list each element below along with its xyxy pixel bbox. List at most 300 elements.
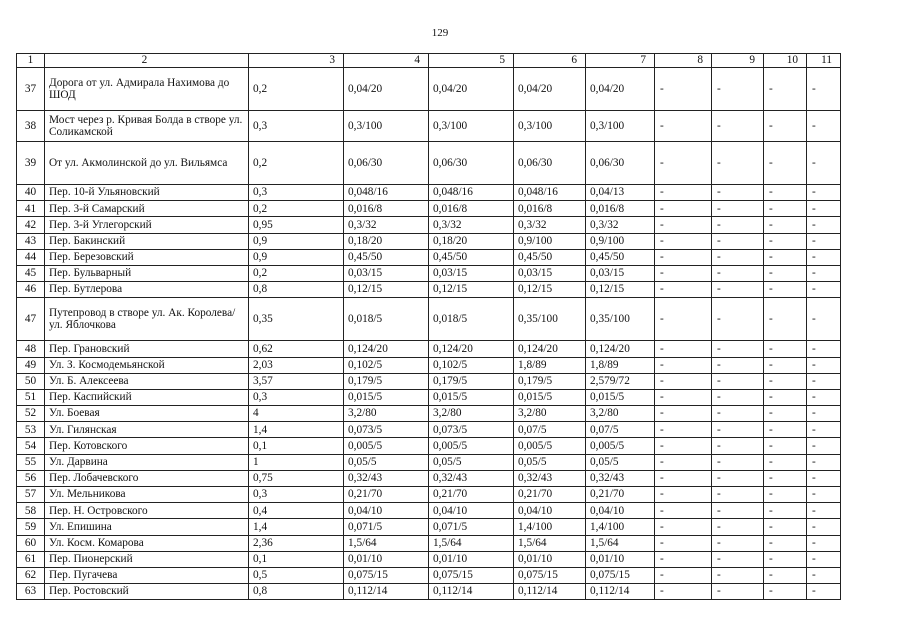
table-row bbox=[17, 282, 841, 298]
dash-cell: - bbox=[764, 373, 807, 389]
value-cell: 3,2/80 bbox=[514, 406, 586, 422]
value-cell: 0,07/5 bbox=[586, 422, 655, 438]
header-cell: 4 bbox=[344, 54, 429, 68]
road-table bbox=[16, 53, 841, 600]
value-cell: 0,124/20 bbox=[344, 341, 429, 357]
dash-cell: - bbox=[764, 567, 807, 583]
length-cell: 0,3 bbox=[249, 487, 344, 503]
dash-cell: - bbox=[807, 265, 841, 281]
road-name: Ул. Дарвина bbox=[45, 454, 249, 470]
length-cell: 0,75 bbox=[249, 470, 344, 486]
dash-cell: - bbox=[655, 217, 712, 233]
row-number: 41 bbox=[17, 201, 45, 217]
value-cell: 0,03/15 bbox=[514, 265, 586, 281]
value-cell: 0,016/8 bbox=[586, 201, 655, 217]
length-cell: 0,62 bbox=[249, 341, 344, 357]
length-cell: 0,3 bbox=[249, 111, 344, 142]
length-cell: 0,2 bbox=[249, 201, 344, 217]
header-cell: 9 bbox=[712, 54, 764, 68]
road-name: Ул. Мельникова bbox=[45, 487, 249, 503]
dash-cell: - bbox=[764, 406, 807, 422]
dash-cell: - bbox=[712, 438, 764, 454]
value-cell: 0,3/32 bbox=[514, 217, 586, 233]
dash-cell: - bbox=[764, 298, 807, 341]
row-number: 57 bbox=[17, 487, 45, 503]
value-cell: 0,04/13 bbox=[586, 185, 655, 201]
dash-cell: - bbox=[655, 454, 712, 470]
table-row bbox=[17, 217, 841, 233]
value-cell: 0,05/5 bbox=[344, 454, 429, 470]
dash-cell: - bbox=[807, 438, 841, 454]
length-cell: 1,4 bbox=[249, 519, 344, 535]
dash-cell: - bbox=[807, 373, 841, 389]
row-number: 40 bbox=[17, 185, 45, 201]
dash-cell: - bbox=[655, 373, 712, 389]
value-cell: 2,579/72 bbox=[586, 373, 655, 389]
value-cell: 0,073/5 bbox=[344, 422, 429, 438]
row-number: 55 bbox=[17, 454, 45, 470]
length-cell: 1,4 bbox=[249, 422, 344, 438]
value-cell: 0,21/70 bbox=[429, 487, 514, 503]
value-cell: 0,075/15 bbox=[429, 567, 514, 583]
value-cell: 0,3/100 bbox=[429, 111, 514, 142]
value-cell: 0,12/15 bbox=[344, 282, 429, 298]
value-cell: 0,3/32 bbox=[586, 217, 655, 233]
row-number: 52 bbox=[17, 406, 45, 422]
value-cell: 0,18/20 bbox=[429, 233, 514, 249]
dash-cell: - bbox=[655, 249, 712, 265]
header-cell: 6 bbox=[514, 54, 586, 68]
dash-cell: - bbox=[712, 584, 764, 600]
value-cell: 0,21/70 bbox=[514, 487, 586, 503]
value-cell: 1,5/64 bbox=[344, 535, 429, 551]
dash-cell: - bbox=[712, 519, 764, 535]
value-cell: 0,45/50 bbox=[514, 249, 586, 265]
dash-cell: - bbox=[655, 111, 712, 142]
length-cell: 0,3 bbox=[249, 185, 344, 201]
dash-cell: - bbox=[712, 389, 764, 405]
table-row bbox=[17, 111, 841, 142]
dash-cell: - bbox=[712, 249, 764, 265]
value-cell: 1,4/100 bbox=[514, 519, 586, 535]
dash-cell: - bbox=[712, 341, 764, 357]
road-name: Ул. Гилянская bbox=[45, 422, 249, 438]
dash-cell: - bbox=[712, 265, 764, 281]
dash-cell: - bbox=[655, 68, 712, 111]
table-row bbox=[17, 357, 841, 373]
dash-cell: - bbox=[764, 282, 807, 298]
value-cell: 0,04/10 bbox=[344, 503, 429, 519]
row-number: 48 bbox=[17, 341, 45, 357]
road-name: Пер. Каспийский bbox=[45, 389, 249, 405]
header-cell: 3 bbox=[249, 54, 344, 68]
value-cell: 0,179/5 bbox=[429, 373, 514, 389]
value-cell: 3,2/80 bbox=[344, 406, 429, 422]
value-cell: 0,04/20 bbox=[429, 68, 514, 111]
row-number: 58 bbox=[17, 503, 45, 519]
dash-cell: - bbox=[807, 68, 841, 111]
value-cell: 0,03/15 bbox=[344, 265, 429, 281]
dash-cell: - bbox=[764, 519, 807, 535]
dash-cell: - bbox=[807, 584, 841, 600]
value-cell: 0,9/100 bbox=[586, 233, 655, 249]
value-cell: 0,071/5 bbox=[429, 519, 514, 535]
dash-cell: - bbox=[807, 185, 841, 201]
value-cell: 0,04/20 bbox=[344, 68, 429, 111]
value-cell: 0,35/100 bbox=[586, 298, 655, 341]
value-cell: 1,5/64 bbox=[514, 535, 586, 551]
table-row bbox=[17, 470, 841, 486]
dash-cell: - bbox=[655, 567, 712, 583]
dash-cell: - bbox=[655, 422, 712, 438]
value-cell: 1,5/64 bbox=[586, 535, 655, 551]
dash-cell: - bbox=[807, 249, 841, 265]
table-row bbox=[17, 265, 841, 281]
length-cell: 2,03 bbox=[249, 357, 344, 373]
value-cell: 0,32/43 bbox=[586, 470, 655, 486]
row-number: 42 bbox=[17, 217, 45, 233]
dash-cell: - bbox=[764, 503, 807, 519]
dash-cell: - bbox=[655, 357, 712, 373]
value-cell: 1,5/64 bbox=[429, 535, 514, 551]
dash-cell: - bbox=[655, 142, 712, 185]
road-name: Пер. Грановский bbox=[45, 341, 249, 357]
value-cell: 0,015/5 bbox=[586, 389, 655, 405]
value-cell: 0,32/43 bbox=[344, 470, 429, 486]
value-cell: 0,45/50 bbox=[429, 249, 514, 265]
road-name: Пер. Бутлерова bbox=[45, 282, 249, 298]
value-cell: 0,05/5 bbox=[514, 454, 586, 470]
value-cell: 0,179/5 bbox=[514, 373, 586, 389]
table-row bbox=[17, 185, 841, 201]
value-cell: 0,3/32 bbox=[429, 217, 514, 233]
dash-cell: - bbox=[764, 584, 807, 600]
dash-cell: - bbox=[655, 265, 712, 281]
value-cell: 0,01/10 bbox=[586, 551, 655, 567]
dash-cell: - bbox=[807, 503, 841, 519]
row-number: 49 bbox=[17, 357, 45, 373]
dash-cell: - bbox=[807, 422, 841, 438]
dash-cell: - bbox=[807, 217, 841, 233]
length-cell: 0,8 bbox=[249, 584, 344, 600]
value-cell: 0,45/50 bbox=[344, 249, 429, 265]
dash-cell: - bbox=[764, 142, 807, 185]
length-cell: 0,9 bbox=[249, 249, 344, 265]
row-number: 62 bbox=[17, 567, 45, 583]
dash-cell: - bbox=[712, 406, 764, 422]
value-cell: 0,07/5 bbox=[514, 422, 586, 438]
road-name: Пер. Бульварный bbox=[45, 265, 249, 281]
table-row bbox=[17, 487, 841, 503]
dash-cell: - bbox=[712, 201, 764, 217]
dash-cell: - bbox=[764, 422, 807, 438]
road-name: Пер. Котовского bbox=[45, 438, 249, 454]
road-name: Путепровод в створе ул. Ак. Королева/ул. Яблочкова bbox=[45, 298, 249, 341]
value-cell: 1,4/100 bbox=[586, 519, 655, 535]
road-name: Ул. Боевая bbox=[45, 406, 249, 422]
dash-cell: - bbox=[807, 341, 841, 357]
dash-cell: - bbox=[807, 406, 841, 422]
road-name: Пер. Пионерский bbox=[45, 551, 249, 567]
value-cell: 0,124/20 bbox=[429, 341, 514, 357]
value-cell: 0,018/5 bbox=[344, 298, 429, 341]
value-cell: 0,016/8 bbox=[514, 201, 586, 217]
road-name: Пер. Березовский bbox=[45, 249, 249, 265]
length-cell: 0,5 bbox=[249, 567, 344, 583]
table-row bbox=[17, 142, 841, 185]
dash-cell: - bbox=[807, 201, 841, 217]
header-row bbox=[17, 54, 841, 68]
length-cell: 0,2 bbox=[249, 68, 344, 111]
dash-cell: - bbox=[655, 551, 712, 567]
value-cell: 0,03/15 bbox=[429, 265, 514, 281]
dash-cell: - bbox=[807, 111, 841, 142]
table-row bbox=[17, 551, 841, 567]
dash-cell: - bbox=[712, 373, 764, 389]
dash-cell: - bbox=[712, 282, 764, 298]
length-cell: 0,35 bbox=[249, 298, 344, 341]
value-cell: 0,01/10 bbox=[429, 551, 514, 567]
value-cell: 0,35/100 bbox=[514, 298, 586, 341]
value-cell: 0,05/5 bbox=[586, 454, 655, 470]
table-row bbox=[17, 503, 841, 519]
dash-cell: - bbox=[764, 535, 807, 551]
value-cell: 0,03/15 bbox=[586, 265, 655, 281]
value-cell: 0,3/100 bbox=[344, 111, 429, 142]
value-cell: 0,9/100 bbox=[514, 233, 586, 249]
value-cell: 0,04/10 bbox=[514, 503, 586, 519]
value-cell: 0,04/10 bbox=[586, 503, 655, 519]
value-cell: 0,04/20 bbox=[514, 68, 586, 111]
dash-cell: - bbox=[807, 567, 841, 583]
length-cell: 0,95 bbox=[249, 217, 344, 233]
length-cell: 0,8 bbox=[249, 282, 344, 298]
road-name: Ул. Б. Алексеева bbox=[45, 373, 249, 389]
road-name: От ул. Акмолинской до ул. Вильямса bbox=[45, 142, 249, 185]
table-row bbox=[17, 422, 841, 438]
table-row bbox=[17, 249, 841, 265]
dash-cell: - bbox=[764, 249, 807, 265]
row-number: 39 bbox=[17, 142, 45, 185]
dash-cell: - bbox=[764, 454, 807, 470]
dash-cell: - bbox=[807, 389, 841, 405]
value-cell: 0,45/50 bbox=[586, 249, 655, 265]
value-cell: 0,015/5 bbox=[344, 389, 429, 405]
length-cell: 0,1 bbox=[249, 551, 344, 567]
value-cell: 0,075/15 bbox=[514, 567, 586, 583]
header-cell: 11 bbox=[807, 54, 841, 68]
value-cell: 3,2/80 bbox=[429, 406, 514, 422]
value-cell: 0,112/14 bbox=[586, 584, 655, 600]
value-cell: 0,18/20 bbox=[344, 233, 429, 249]
dash-cell: - bbox=[807, 282, 841, 298]
dash-cell: - bbox=[764, 185, 807, 201]
dash-cell: - bbox=[655, 470, 712, 486]
row-number: 51 bbox=[17, 389, 45, 405]
dash-cell: - bbox=[655, 298, 712, 341]
dash-cell: - bbox=[712, 185, 764, 201]
value-cell: 0,073/5 bbox=[429, 422, 514, 438]
road-name: Пер. 3-й Самарский bbox=[45, 201, 249, 217]
value-cell: 0,005/5 bbox=[344, 438, 429, 454]
dash-cell: - bbox=[807, 535, 841, 551]
value-cell: 0,124/20 bbox=[586, 341, 655, 357]
value-cell: 0,015/5 bbox=[429, 389, 514, 405]
dash-cell: - bbox=[764, 341, 807, 357]
row-number: 47 bbox=[17, 298, 45, 341]
road-name: Пер. Бакинский bbox=[45, 233, 249, 249]
table-row bbox=[17, 341, 841, 357]
road-name: Дорога от ул. Адмирала Нахимова до ШОД bbox=[45, 68, 249, 111]
row-number: 50 bbox=[17, 373, 45, 389]
value-cell: 0,06/30 bbox=[586, 142, 655, 185]
row-number: 43 bbox=[17, 233, 45, 249]
value-cell: 0,112/14 bbox=[344, 584, 429, 600]
dash-cell: - bbox=[655, 438, 712, 454]
value-cell: 0,071/5 bbox=[344, 519, 429, 535]
value-cell: 1,8/89 bbox=[586, 357, 655, 373]
value-cell: 0,016/8 bbox=[344, 201, 429, 217]
dash-cell: - bbox=[655, 406, 712, 422]
row-number: 54 bbox=[17, 438, 45, 454]
length-cell: 0,3 bbox=[249, 389, 344, 405]
value-cell: 0,32/43 bbox=[429, 470, 514, 486]
dash-cell: - bbox=[712, 567, 764, 583]
value-cell: 1,8/89 bbox=[514, 357, 586, 373]
dash-cell: - bbox=[764, 217, 807, 233]
value-cell: 0,102/5 bbox=[429, 357, 514, 373]
value-cell: 0,075/15 bbox=[586, 567, 655, 583]
dash-cell: - bbox=[712, 142, 764, 185]
dash-cell: - bbox=[764, 233, 807, 249]
table-row bbox=[17, 373, 841, 389]
row-number: 60 bbox=[17, 535, 45, 551]
value-cell: 0,048/16 bbox=[344, 185, 429, 201]
value-cell: 0,005/5 bbox=[586, 438, 655, 454]
dash-cell: - bbox=[807, 233, 841, 249]
dash-cell: - bbox=[764, 357, 807, 373]
value-cell: 0,124/20 bbox=[514, 341, 586, 357]
value-cell: 0,005/5 bbox=[514, 438, 586, 454]
value-cell: 0,016/8 bbox=[429, 201, 514, 217]
row-number: 45 bbox=[17, 265, 45, 281]
value-cell: 0,005/5 bbox=[429, 438, 514, 454]
value-cell: 0,06/30 bbox=[514, 142, 586, 185]
value-cell: 0,015/5 bbox=[514, 389, 586, 405]
length-cell: 0,1 bbox=[249, 438, 344, 454]
road-name: Пер. Пугачева bbox=[45, 567, 249, 583]
header-cell: 5 bbox=[429, 54, 514, 68]
row-number: 56 bbox=[17, 470, 45, 486]
dash-cell: - bbox=[655, 201, 712, 217]
dash-cell: - bbox=[712, 487, 764, 503]
value-cell: 0,179/5 bbox=[344, 373, 429, 389]
value-cell: 0,3/100 bbox=[586, 111, 655, 142]
dash-cell: - bbox=[655, 535, 712, 551]
table-row bbox=[17, 454, 841, 470]
dash-cell: - bbox=[712, 217, 764, 233]
row-number: 44 bbox=[17, 249, 45, 265]
dash-cell: - bbox=[764, 438, 807, 454]
dash-cell: - bbox=[712, 454, 764, 470]
dash-cell: - bbox=[712, 503, 764, 519]
road-name: Пер. 10-й Ульяновский bbox=[45, 185, 249, 201]
dash-cell: - bbox=[712, 551, 764, 567]
dash-cell: - bbox=[764, 389, 807, 405]
row-number: 63 bbox=[17, 584, 45, 600]
road-name: Пер. Ростовский bbox=[45, 584, 249, 600]
dash-cell: - bbox=[807, 519, 841, 535]
table-row bbox=[17, 535, 841, 551]
value-cell: 0,112/14 bbox=[514, 584, 586, 600]
value-cell: 3,2/80 bbox=[586, 406, 655, 422]
length-cell: 0,4 bbox=[249, 503, 344, 519]
road-name: Пер. Лобачевского bbox=[45, 470, 249, 486]
value-cell: 0,12/15 bbox=[586, 282, 655, 298]
dash-cell: - bbox=[712, 470, 764, 486]
dash-cell: - bbox=[807, 487, 841, 503]
value-cell: 0,01/10 bbox=[514, 551, 586, 567]
road-name: Ул. З. Космодемьянской bbox=[45, 357, 249, 373]
table-row bbox=[17, 233, 841, 249]
value-cell: 0,05/5 bbox=[429, 454, 514, 470]
dash-cell: - bbox=[764, 265, 807, 281]
value-cell: 0,12/15 bbox=[429, 282, 514, 298]
dash-cell: - bbox=[764, 68, 807, 111]
dash-cell: - bbox=[655, 282, 712, 298]
dash-cell: - bbox=[807, 298, 841, 341]
table-row bbox=[17, 201, 841, 217]
dash-cell: - bbox=[655, 584, 712, 600]
table-row bbox=[17, 389, 841, 405]
value-cell: 0,048/16 bbox=[429, 185, 514, 201]
value-cell: 0,12/15 bbox=[514, 282, 586, 298]
value-cell: 0,04/10 bbox=[429, 503, 514, 519]
dash-cell: - bbox=[807, 142, 841, 185]
table-row bbox=[17, 298, 841, 341]
value-cell: 0,102/5 bbox=[344, 357, 429, 373]
dash-cell: - bbox=[807, 470, 841, 486]
length-cell: 2,36 bbox=[249, 535, 344, 551]
length-cell: 4 bbox=[249, 406, 344, 422]
dash-cell: - bbox=[655, 389, 712, 405]
length-cell: 0,9 bbox=[249, 233, 344, 249]
table-row bbox=[17, 406, 841, 422]
page-number: 129 bbox=[431, 27, 449, 39]
value-cell: 0,21/70 bbox=[344, 487, 429, 503]
row-number: 38 bbox=[17, 111, 45, 142]
dash-cell: - bbox=[712, 68, 764, 111]
dash-cell: - bbox=[655, 487, 712, 503]
row-number: 46 bbox=[17, 282, 45, 298]
length-cell: 3,57 bbox=[249, 373, 344, 389]
dash-cell: - bbox=[764, 470, 807, 486]
dash-cell: - bbox=[655, 341, 712, 357]
header-cell: 8 bbox=[655, 54, 712, 68]
length-cell: 1 bbox=[249, 454, 344, 470]
value-cell: 0,018/5 bbox=[429, 298, 514, 341]
value-cell: 0,06/30 bbox=[344, 142, 429, 185]
dash-cell: - bbox=[764, 487, 807, 503]
header-cell: 2 bbox=[45, 54, 249, 68]
dash-cell: - bbox=[764, 551, 807, 567]
value-cell: 0,04/20 bbox=[586, 68, 655, 111]
length-cell: 0,2 bbox=[249, 265, 344, 281]
dash-cell: - bbox=[712, 111, 764, 142]
road-name: Пер. Н. Островского bbox=[45, 503, 249, 519]
road-name: Ул. Косм. Комарова bbox=[45, 535, 249, 551]
value-cell: 0,075/15 bbox=[344, 567, 429, 583]
